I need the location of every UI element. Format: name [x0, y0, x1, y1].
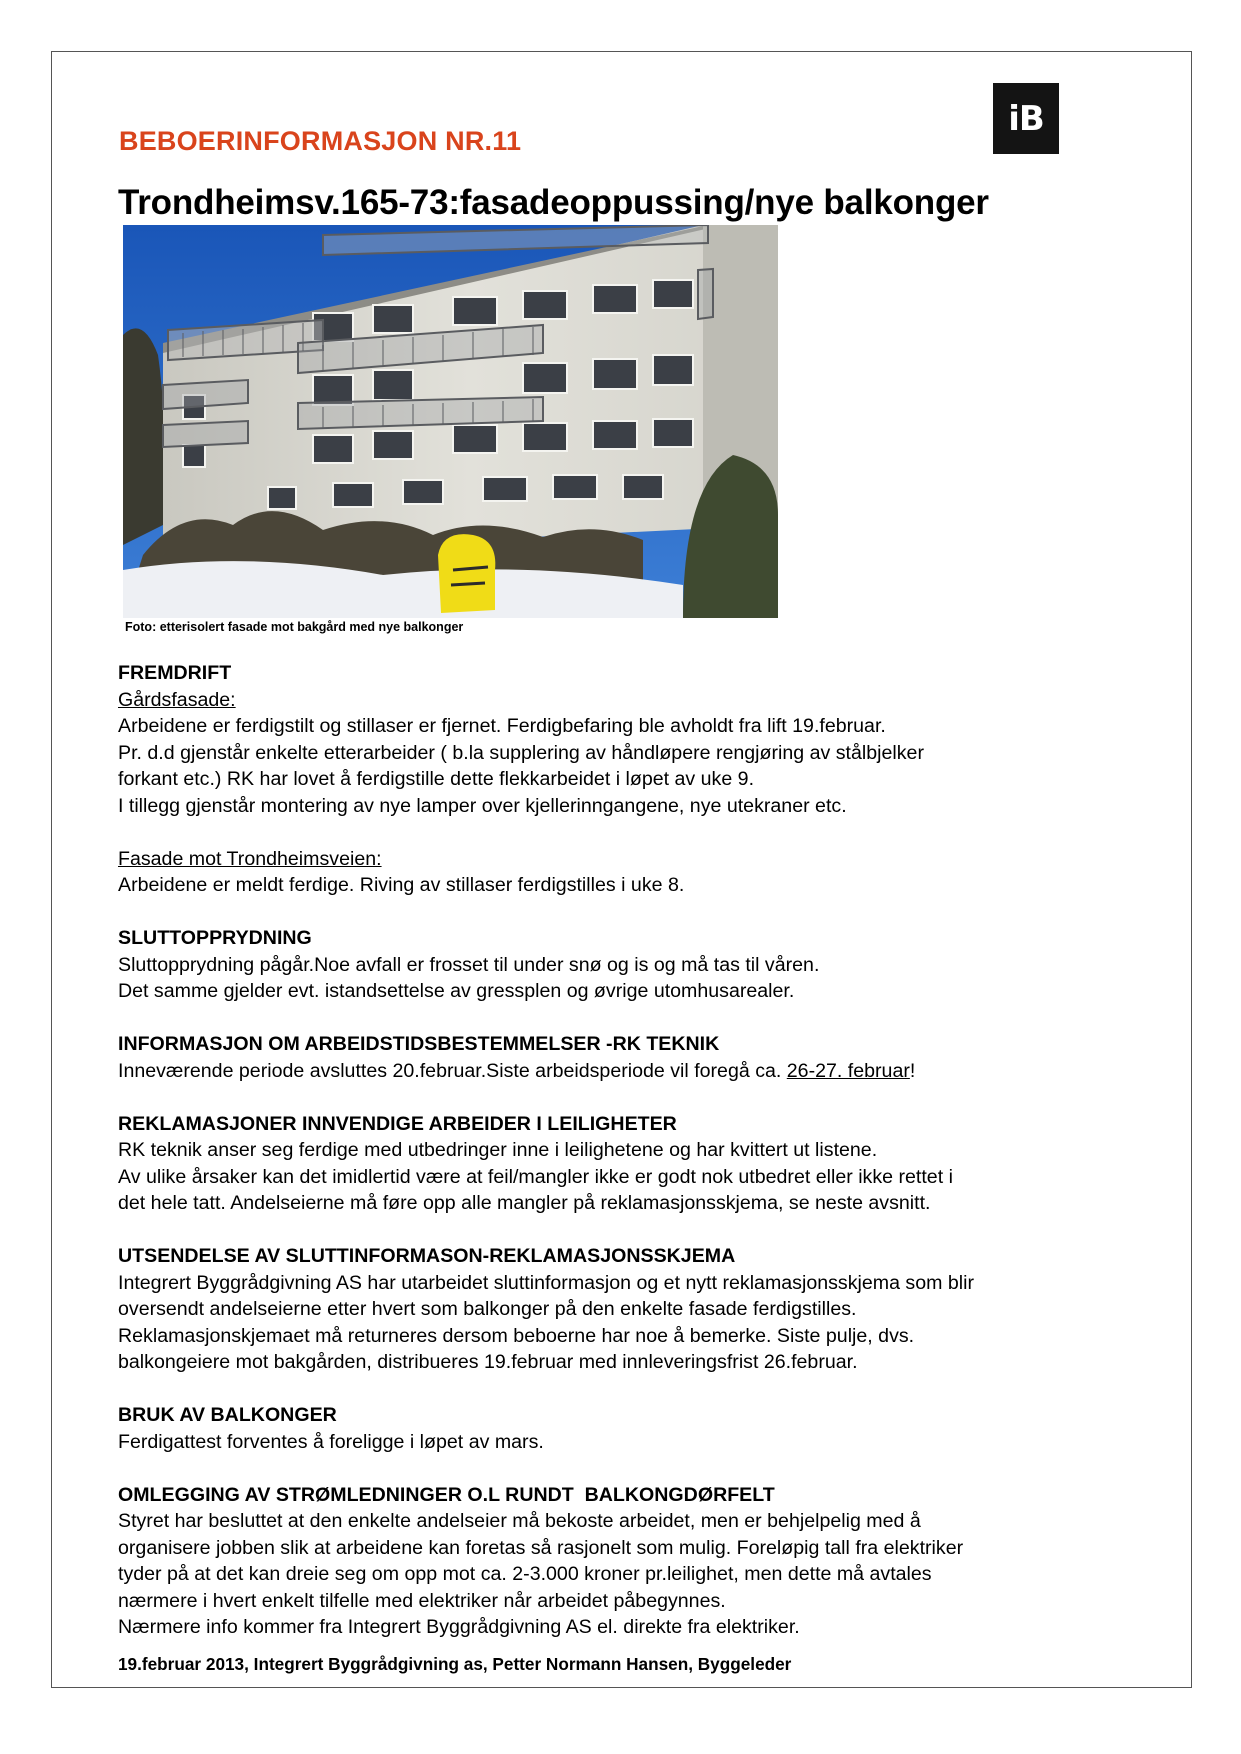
paragraph-line: Sluttopprydning pågår.Noe avfall er frosset til under snø og is og må tas til våren.: [118, 953, 820, 976]
document-body: [118, 660, 1128, 1667]
section-heading: BRUK AV BALKONGER: [118, 1404, 337, 1426]
section-stromledninger: [118, 1482, 1128, 1641]
section-arbeidstid: [118, 1031, 1128, 1084]
document-footer: 19.februar 2013, Integrert Byggrådgivning as, Petter Normann Hansen, Byggeleder: [118, 1654, 792, 1674]
paragraph-line: nærmere i hvert enkelt tilfelle med elektriker når arbeidet påbegynnes.: [118, 1589, 726, 1612]
paragraph-line: organisere jobben slik at arbeidene kan foretas så rasjonelt som mulig. Foreløpig tall fra elektriker: [118, 1536, 964, 1559]
section-heading: REKLAMASJONER INNVENDIGE ARBEIDER I LEILIGHETER: [118, 1112, 677, 1135]
section-heading: SLUTTOPPRYDNING: [118, 927, 312, 949]
section-fremdrift: [118, 660, 1128, 899]
section-heading: INFORMASJON OM ARBEIDSTIDSBESTEMMELSER -RK TEKNIK: [118, 1033, 720, 1055]
paragraph-line: Det samme gjelder evt. istandsettelse av gressplen og øvrige utomhusarealer.: [118, 980, 795, 1002]
section-balkonger: [118, 1402, 1128, 1455]
paragraph-line: Reklamasjonskjemaet må returneres dersom beboerne har noe å bemerke. Siste pulje, dvs.: [118, 1324, 915, 1347]
underlined-date: 26-27. februar: [786, 1059, 910, 1082]
section-heading: OMLEGGING AV STRØMLEDNINGER O.L RUNDT BALKONGDØRFELT: [118, 1483, 775, 1506]
paragraph-line: I tillegg gjenstår montering av nye lamper over kjellerinngangene, nye utekraner etc.: [118, 794, 847, 817]
paragraph-line: forkant etc.) RK har lovet å ferdigstille dette flekkarbeidet i løpet av uke 9.: [118, 768, 755, 790]
paragraph-line: Ferdigattest forventes å foreligge i løpet av mars.: [118, 1430, 544, 1453]
paragraph-line: Arbeidene er meldt ferdige. Riving av stillaser ferdigstilles i uke 8.: [118, 874, 685, 896]
subheading-fasade-trondheimsveien: Fasade mot Trondheimsveien:: [118, 847, 382, 870]
section-sluttopprydning: [118, 925, 1128, 1005]
building-photo: [123, 225, 778, 618]
paragraph-line: Arbeidene er ferdigstilt og stillaser er fjernet. Ferdigbefaring ble avholdt fra lift 19.februar.: [118, 715, 886, 737]
paragraph-line: Pr. d.d gjenstår enkelte etterarbeider ( b.la supplering av håndløpere rengjøring av stålbjelker: [118, 741, 924, 764]
section-utsendelse: [118, 1243, 1128, 1376]
paragraph-line: Nærmere info kommer fra Integrert Byggrådgivning AS el. direkte fra elektriker.: [118, 1616, 800, 1638]
photo-caption: Foto: etterisolert fasade mot bakgård med nye balkonger: [125, 620, 464, 634]
paragraph-line: RK teknik anser seg ferdige med utbedringer inne i leilighetene og har kvittert ut listene.: [118, 1139, 878, 1161]
paragraph-line: Av ulike årsaker kan det imidlertid være at feil/mangler ikke er godt nok utbedret eller ikke rettet i: [118, 1165, 953, 1188]
paragraph-line: balkongeiere mot bakgården, distribueres 19.februar med innleveringsfrist 26.februar.: [118, 1351, 858, 1373]
paragraph-line: det hele tatt. Andelseierne må føre opp alle mangler på reklamasjonsskjema, se neste avsnitt.: [118, 1192, 931, 1214]
section-heading: FREMDRIFT: [118, 662, 232, 684]
paragraph-line: oversendt andelseierne etter hvert som balkonger på den enkelte fasade ferdigstilles.: [118, 1298, 857, 1320]
subheading-gardsfasade: Gårdsfasade:: [118, 688, 236, 711]
text-segment: !: [909, 1059, 916, 1082]
paragraph-line: [118, 1058, 1128, 1085]
document-title: Trondheimsv.165-73:fasadeoppussing/nye balkonger: [118, 183, 989, 222]
section-heading: UTSENDELSE AV SLUTTINFORMASON-REKLAMASJONSSKJEMA: [118, 1245, 736, 1267]
text-segment: Inneværende periode avsluttes 20.februar.Siste arbeidsperiode vil foregå ca.: [118, 1059, 787, 1082]
ib-logo: [993, 83, 1059, 154]
paragraph-line: Styret har besluttet at den enkelte andelseier må bekoste arbeidet, men er behjelpelig med å: [118, 1510, 921, 1532]
document-label: BEBOERINFORMASJON NR.11: [119, 126, 522, 156]
paragraph-line: tyder på at det kan dreie seg om opp mot ca. 2-3.000 kroner pr.leilighet, men dette må avtales: [118, 1563, 932, 1585]
paragraph-line: Integrert Byggrådgivning AS har utarbeidet sluttinformasjon og et nytt reklamasjonsskjema som blir: [118, 1271, 975, 1294]
section-reklamasjoner: [118, 1111, 1128, 1217]
logo-text: iB: [1008, 98, 1044, 139]
